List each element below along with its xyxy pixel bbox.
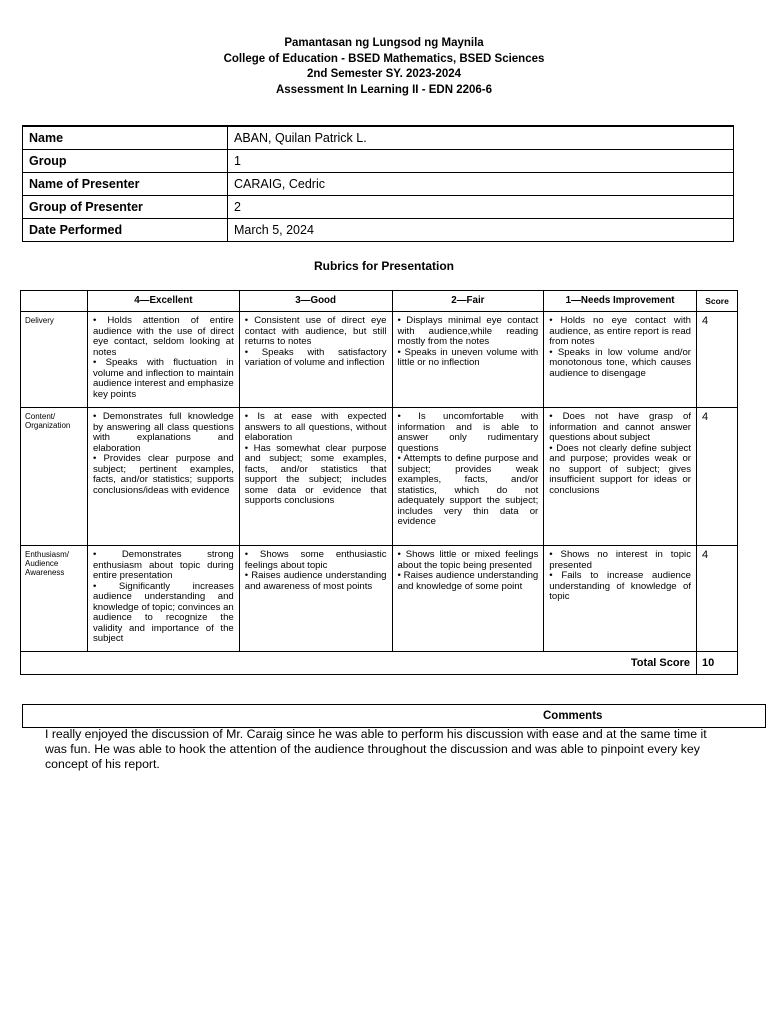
descriptor: • Holds attention of entire audience with the use of direct eye contact, seldom looking at notes [92, 315, 234, 358]
criterion-label: Content/ Organization [21, 408, 88, 546]
rubric-row-content [21, 408, 738, 546]
header-needs-improvement: 1—Needs Improvement [544, 291, 697, 312]
info-value: CARAIG, Cedric [228, 173, 734, 196]
header-fair: 2—Fair [392, 291, 544, 312]
descriptor: • Attempts to define purpose and subject; provides weak examples, facts, and/or statistics, which do not adequately support the subject; includes very thin data or evidence [397, 453, 539, 527]
descriptor: • Fails to increase audience understanding of knowledge of topic [549, 570, 691, 602]
descriptor: • Raises audience understanding and knowledge of some point [397, 570, 539, 592]
document-header [0, 36, 768, 98]
descriptor: • Displays minimal eye contact with audience,while reading mostly from the notes [397, 315, 539, 347]
info-label: Group [23, 150, 228, 173]
info-label: Group of Presenter [23, 196, 228, 219]
info-row-date [23, 219, 734, 242]
descriptor: • Speaks with fluctuation in volume and inflection to maintain audience interest and emphasize key points [92, 357, 234, 400]
cell-needs-improvement [544, 312, 697, 408]
descriptor: • Significantly increases audience understanding and knowledge of topic; convinces an audience to recognize the validity and importance of the subject [92, 580, 234, 644]
header-excellent: 4—Excellent [87, 291, 239, 312]
header-good: 3—Good [239, 291, 392, 312]
info-table [22, 125, 734, 242]
info-label: Date Performed [23, 219, 228, 242]
descriptor: • Demonstrates strong enthusiasm about topic during entire presentation [92, 549, 234, 581]
rubric-row-delivery [21, 312, 738, 408]
college-name: College of Education - BSED Mathematics, BSED Sciences [223, 52, 545, 65]
cell-fair [392, 408, 544, 546]
score-value: 4 [697, 408, 738, 546]
comments-header-box [22, 704, 766, 728]
info-row-group [23, 150, 734, 173]
descriptor: • Speaks with satisfactory variation of volume and inflection [244, 346, 387, 368]
cell-needs-improvement [544, 546, 697, 652]
info-row-presenter-group [23, 196, 734, 219]
criterion-label: Enthusiasm/ Audience Awareness [21, 546, 88, 652]
cell-good [239, 408, 392, 546]
descriptor: • Is at ease with expected answers to all questions, without elaboration [244, 411, 387, 443]
criterion-label: Delivery [21, 312, 88, 408]
rubric-header-row [21, 291, 738, 312]
descriptor: • Shows little or mixed feelings about the topic being presented [397, 549, 539, 571]
descriptor: • Has somewhat clear purpose and subject; some examples, facts, and/or statistics that support the subject; includes some data or evidence that supports conclusions [244, 442, 387, 506]
info-value: 2 [228, 196, 734, 219]
score-value: 4 [697, 546, 738, 652]
descriptor: • Does not have grasp of information and cannot answer questions about subject [549, 411, 691, 443]
cell-good [239, 312, 392, 408]
cell-excellent [87, 546, 239, 652]
info-label: Name [23, 126, 228, 150]
info-value: ABAN, Quilan Patrick L. [228, 126, 734, 150]
cell-fair [392, 312, 544, 408]
cell-needs-improvement [544, 408, 697, 546]
rubric-title: Rubrics for Presentation [313, 259, 455, 273]
info-row-name [23, 126, 734, 150]
rubric-table [20, 290, 738, 675]
descriptor: • Is uncomfortable with information and is able to answer only rudimentary questions [397, 411, 539, 454]
criterion-header [21, 291, 88, 312]
score-value: 4 [697, 312, 738, 408]
descriptor: • Shows some enthusiastic feelings about topic [244, 549, 387, 571]
cell-good [239, 546, 392, 652]
comments-title: Comments [543, 710, 603, 722]
cell-excellent [87, 312, 239, 408]
descriptor: • Provides clear purpose and subject; pertinent examples, facts, and/or statistics; supports conclusions/ideas with evidence [92, 453, 234, 496]
descriptor: • Shows no interest in topic presented [549, 549, 691, 571]
descriptor: • Speaks in uneven volume with little or no inflection [397, 346, 539, 368]
course-title: Assessment In Learning II - EDN 2206-6 [275, 83, 493, 96]
info-value: 1 [228, 150, 734, 173]
total-score-value: 10 [697, 652, 738, 675]
cell-excellent [87, 408, 239, 546]
info-row-presenter [23, 173, 734, 196]
total-score-label: Total Score [21, 652, 697, 675]
rubric-row-enthusiasm [21, 546, 738, 652]
descriptor: • Consistent use of direct eye contact with audience, but still returns to notes [244, 315, 387, 347]
descriptor: • Holds no eye contact with audience, as entire report is read from notes [549, 315, 691, 347]
comments-text: I really enjoyed the discussion of Mr. Caraig since he was able to perform his discussion with ease and at the same time it was fun. He was able to hook the attention of the audience throughout the discussion and was able to pinpoint every key concept of his report. [45, 727, 707, 771]
descriptor: • Does not clearly define subject and purpose; provides weak or no support of subject; gives insufficient support for ideas or conclusions [549, 442, 691, 496]
info-label: Name of Presenter [23, 173, 228, 196]
descriptor: • Raises audience understanding and awareness of most points [244, 570, 387, 592]
cell-fair [392, 546, 544, 652]
info-value: March 5, 2024 [228, 219, 734, 242]
total-row [21, 652, 738, 675]
semester: 2nd Semester SY. 2023-2024 [306, 68, 462, 80]
descriptor: • Speaks in low volume and/or monotonous tone, which causes audience to disengage [549, 346, 691, 379]
header-score: Score [697, 291, 738, 312]
descriptor: • Demonstrates full knowledge by answering all class questions with explanations and elaboration [92, 411, 234, 454]
university-name: Pamantasan ng Lungsod ng Maynila [284, 37, 484, 49]
